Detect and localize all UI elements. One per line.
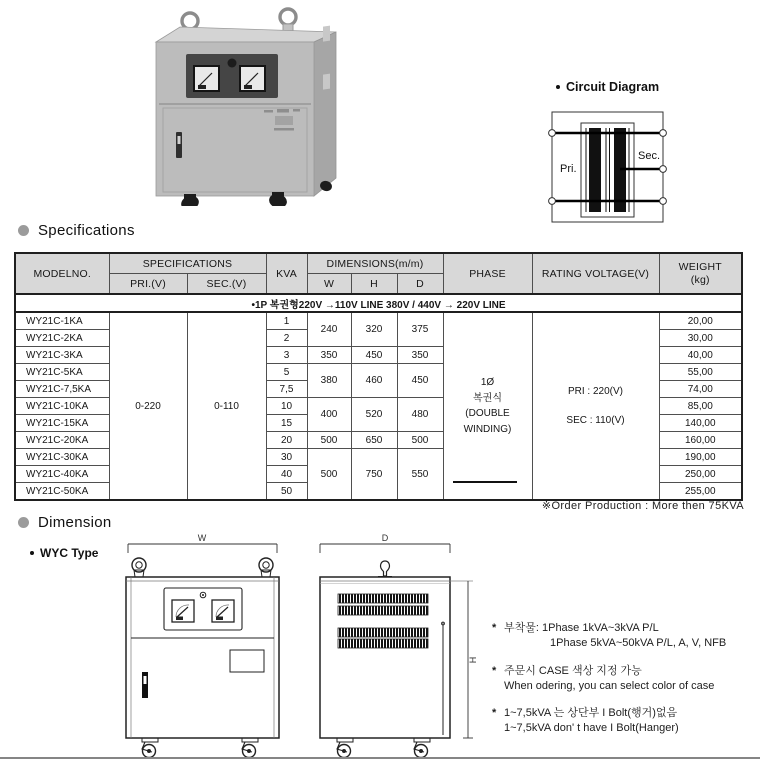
section-bullet-icon [18,225,29,236]
cell-model: WY21C-10KA [15,398,109,415]
cell-kva: 5 [266,364,307,381]
table-row [15,312,742,330]
note-line: When odering, you can select color of case [504,679,715,692]
cell-weight: 30,00 [659,330,742,347]
analog-meter [240,66,265,91]
caster-icon [242,738,258,758]
cell-h: 320 [351,312,397,347]
height-label: H [468,656,478,664]
width-dimension-line [128,544,277,553]
side-vent [323,26,330,42]
cell-phase: 1Ø 복권식 (DOUBLE WINDING) [443,312,532,500]
cell-kva: 20 [266,432,307,449]
cell-model: WY21C-40KA [15,466,109,483]
cell-kva: 40 [266,466,307,483]
cell-sec: 0-110 [187,312,266,500]
cell-d: 375 [397,312,443,347]
wyc-type-heading [30,546,98,560]
cell-pri: 0-220 [109,312,187,500]
cell-weight: 250,00 [659,466,742,483]
cell-weight: 190,00 [659,449,742,466]
cell-rating: PRI : 220(V) SEC : 110(V) [532,312,659,500]
cell-model: WY21C-3KA [15,347,109,364]
primary-label: Pri. [560,163,577,175]
col-header-pri: PRI.(V) [109,274,187,295]
cell-h: 450 [351,347,397,364]
cell-kva: 3 [266,347,307,364]
col-header-weight: WEIGHT (kg) [659,253,742,294]
cell-model: WY21C-7,5KA [15,381,109,398]
cell-kva: 30 [266,449,307,466]
cell-w: 400 [307,398,351,432]
col-header-h: H [351,274,397,295]
side-view-drawing [300,532,485,760]
col-header-rating: RATING VOLTAGE(V) [532,253,659,294]
cabinet-top [156,27,336,42]
cell-kva: 7,5 [266,381,307,398]
asterisk-marker: * [492,622,497,634]
cell-w: 240 [307,312,351,347]
cell-kva: 1 [266,312,307,330]
circuit-diagram-heading [556,80,659,94]
phase-underline [453,481,517,483]
cell-model: WY21C-50KA [15,483,109,501]
cell-weight: 140,00 [659,415,742,432]
note-line: 부착물: 1Phase 1kVA~3kVA P/L [504,622,659,634]
caster-icon [142,738,158,758]
asterisk-marker: * [492,707,497,720]
cell-model: WY21C-20KA [15,432,109,449]
col-header-phase: PHASE [443,253,532,294]
line-type-banner: •1P 복권형220V →110V LINE 380V / 440V → 220V LINE [15,294,742,312]
caster-icon [414,738,430,758]
caster-icon [337,738,353,758]
indicator-lamp [228,59,237,68]
asterisk-marker: * [492,664,497,677]
cell-h: 750 [351,449,397,501]
note-item [492,706,760,736]
section-bullet-icon [18,517,29,528]
cell-model: WY21C-30KA [15,449,109,466]
cell-weight: 255,00 [659,483,742,501]
cell-kva: 2 [266,330,307,347]
cell-weight: 40,00 [659,347,742,364]
note-line: 주문시 CASE 색상 지정 가능 [504,664,642,677]
cell-h: 520 [351,398,397,432]
dimension-heading [18,514,112,531]
front-view-drawing [112,532,292,760]
specifications-title: Specifications [38,222,135,239]
cell-kva: 50 [266,483,307,501]
cell-weight: 20,00 [659,312,742,330]
cell-d: 450 [397,364,443,398]
col-header-dimensions: DIMENSIONS(m/m) [307,253,443,274]
col-header-model: MODELNO. [15,253,109,294]
side-vent [323,74,330,90]
cell-w: 380 [307,364,351,398]
cell-weight: 55,00 [659,364,742,381]
cell-kva: 15 [266,415,307,432]
depth-dimension-line [320,544,450,553]
note-item [492,664,760,694]
cell-model: WY21C-15KA [15,415,109,432]
cell-weight: 160,00 [659,432,742,449]
analog-meter-icon [212,600,234,622]
lifting-lug-icon [378,561,392,577]
dimension-notes [492,621,760,749]
col-header-specifications: SPECIFICATIONS [109,253,266,274]
note-item [492,621,760,651]
analog-meter-icon [172,600,194,622]
cabinet-side [314,32,336,196]
cell-weight: 85,00 [659,398,742,415]
door-handle [142,672,148,698]
order-production-note: ※Order Production : More then 75KVA [541,500,744,512]
width-label: W [197,533,207,543]
cell-d: 550 [397,449,443,501]
specifications-table [14,252,743,501]
cell-weight: 74,00 [659,381,742,398]
cell-h: 650 [351,432,397,449]
wyc-type-title: WYC Type [40,546,99,560]
note-line: 1Phase 5kVA~50kVA P/L, A, V, NFB [550,636,727,649]
specifications-heading [18,222,135,239]
cell-h: 460 [351,364,397,398]
col-header-sec: SEC.(V) [187,274,266,295]
cell-w: 350 [307,347,351,364]
cell-model: WY21C-2KA [15,330,109,347]
eyebolt-icon [132,558,273,577]
cell-model: WY21C-1KA [15,312,109,330]
col-header-kva: KVA [266,253,307,294]
cabinet-outline [126,577,279,738]
cell-model: WY21C-5KA [15,364,109,381]
cell-d: 350 [397,347,443,364]
cell-kva: 10 [266,398,307,415]
cell-d: 500 [397,432,443,449]
table-banner-row [15,294,742,312]
secondary-label: Sec. [638,150,661,162]
door-handle [176,132,182,158]
circuit-diagram-title: Circuit Diagram [566,80,660,94]
dimension-title: Dimension [38,514,112,531]
note-line: 1~7,5kVA 는 상단부 I Bolt(행거)없음 [504,707,678,720]
depth-label: D [381,533,389,543]
analog-meter [194,66,219,91]
cell-d: 480 [397,398,443,432]
cell-w: 500 [307,432,351,449]
bullet-icon [30,551,34,555]
product-photo [128,6,352,206]
note-line: 1~7,5kVA don' t have I Bolt(Hanger) [504,722,679,735]
col-header-w: W [307,274,351,295]
bullet-icon [556,85,560,89]
col-header-d: D [397,274,443,295]
page-bottom-rule [0,757,760,759]
circuit-diagram-figure [535,100,705,230]
cell-w: 500 [307,449,351,501]
